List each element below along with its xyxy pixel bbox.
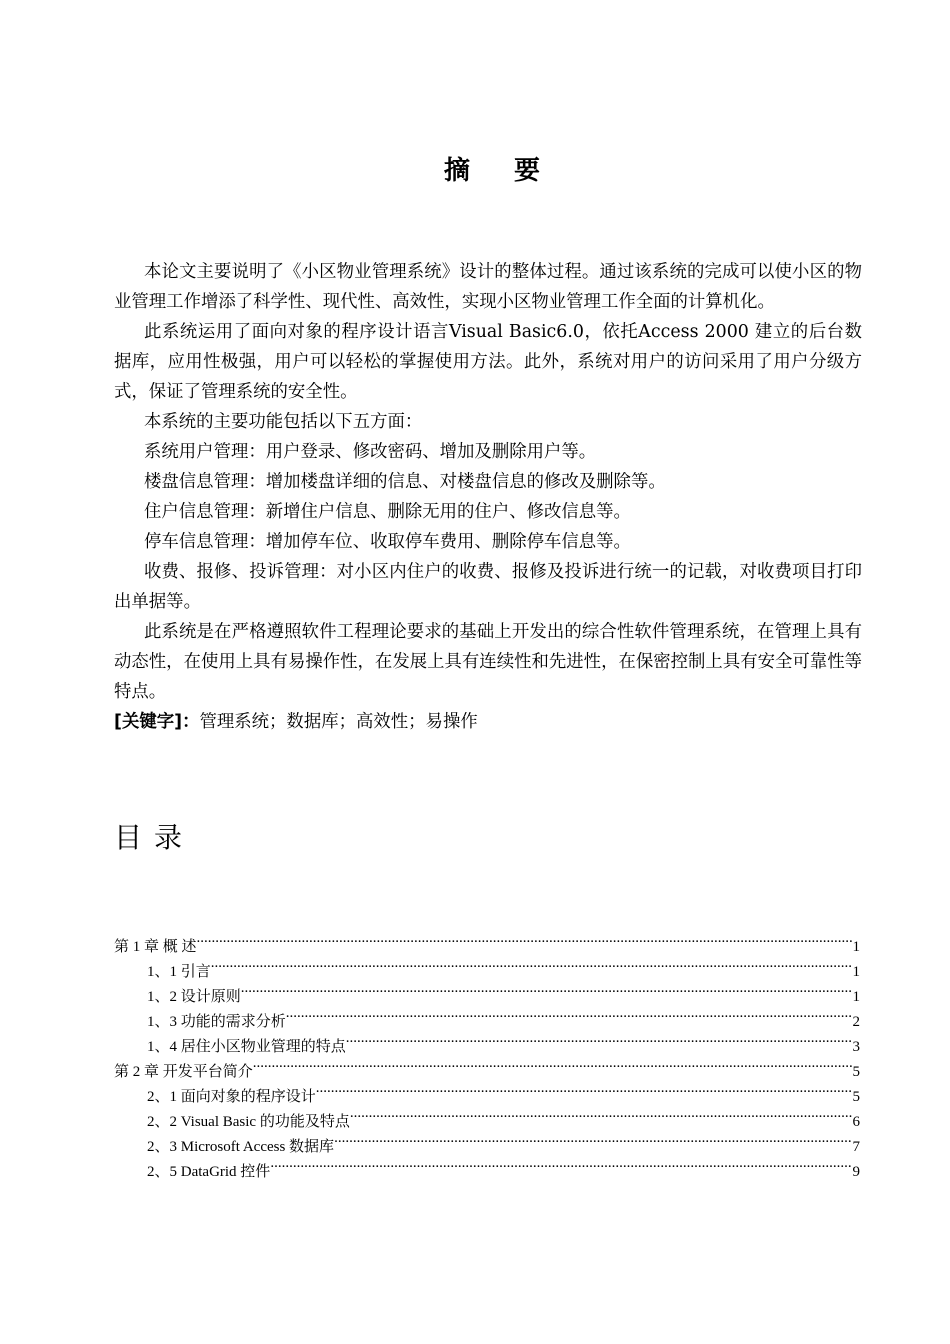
abstract-title-char-2: 要 [514, 156, 541, 186]
toc-entry-page: 6 [852, 1114, 860, 1130]
toc-entry-page: 2 [852, 1014, 860, 1030]
toc-entry-page: 1 [852, 964, 860, 980]
abstract-paragraph: 此系统运用了面向对象的程序设计语言Visual Basic6.0，依托Access 2000 建立的后台数据库，应用性极强，用户可以轻松的掌握使用方法。此外，系统对用户的访问采用了用户分级方式，保证了管理系统的安全性。 [114, 322, 862, 402]
toc-leader-dots [270, 1151, 851, 1176]
toc-entry-page: 9 [852, 1164, 860, 1180]
abstract-paragraph: 楼盘信息管理：增加楼盘详细的信息、对楼盘信息的修改及删除等。 [144, 472, 666, 492]
toc-entry-page: 7 [852, 1139, 860, 1155]
toc-entry-page: 5 [852, 1089, 860, 1105]
toc-leader-dots [334, 1126, 851, 1151]
toc-entry-page: 1 [852, 939, 860, 955]
toc-entry-text: 1、3 功能的需求分析 [147, 1014, 286, 1030]
toc-leader-dots [211, 951, 852, 976]
abstract-paragraph: 停车信息管理：增加停车位、收取停车费用、删除停车信息等。 [144, 532, 631, 552]
toc-leader-dots [346, 1026, 852, 1051]
keywords-line [114, 707, 862, 737]
abstract-title-char-1: 摘 [443, 156, 470, 186]
toc-leader-dots [197, 926, 852, 951]
abstract-paragraph: 本系统的主要功能包括以下五方面： [144, 412, 423, 432]
abstract-paragraph: 本论文主要说明了《小区物业管理系统》设计的整体过程。通过该系统的完成可以使小区的物业管理工作增添了科学性、现代性、高效性，实现小区物业管理工作全面的计算机化。 [114, 262, 862, 312]
keywords-value: 管理系统；数据库；高效性；易操作 [199, 712, 478, 732]
toc-entry-text: 1、2 设计原则 [147, 989, 241, 1005]
abstract-title [0, 150, 950, 187]
toc-entry-text: 第 1 章 概 述 [114, 939, 197, 955]
toc-entry-text: 2、2 Visual Basic 的功能及特点 [147, 1114, 350, 1130]
abstract-paragraph: 住户信息管理：新增住户信息、删除无用的住户、修改信息等。 [144, 502, 631, 522]
abstract-paragraph: 系统用户管理：用户登录、修改密码、增加及删除用户等。 [144, 442, 597, 462]
abstract-paragraph: 此系统是在严格遵照软件工程理论要求的基础上开发出的综合性软件管理系统，在管理上具有动态性，在使用上具有易操作性，在发展上具有连续性和先进性，在保密控制上具有安全可靠性等特点。 [114, 622, 862, 702]
toc-leader-dots [316, 1076, 852, 1101]
abstract-body [114, 257, 862, 737]
keywords-label: [关键字]： [114, 712, 200, 732]
abstract-paragraph: 收费、报修、投诉管理：对小区内住户的收费、报修及投诉进行统一的记载，对收费项目打印出单据等。 [114, 562, 862, 612]
toc-entry-page: 1 [852, 989, 860, 1005]
toc-entry-text: 2、3 Microsoft Access 数据库 [147, 1139, 335, 1155]
toc-leader-dots [253, 1051, 852, 1076]
toc-entry-section[interactable] [114, 976, 860, 1005]
toc-leader-dots [350, 1101, 852, 1126]
toc-leader-dots [286, 1001, 852, 1026]
toc-entry-text: 2、1 面向对象的程序设计 [147, 1089, 316, 1105]
toc-entry-text: 第 2 章 开发平台简介 [114, 1064, 253, 1080]
toc-title: 目录 [114, 821, 195, 854]
toc-entry-text: 1、1 引言 [147, 964, 211, 980]
toc-entry-chapter[interactable] [114, 926, 860, 955]
toc-entry-page: 3 [852, 1039, 860, 1055]
toc-entry-text: 1、4 居住小区物业管理的特点 [147, 1039, 346, 1055]
toc-entry-section[interactable] [114, 951, 860, 980]
table-of-contents [114, 926, 860, 1180]
toc-entry-page: 5 [852, 1064, 860, 1080]
toc-entry-text: 2、5 DataGrid 控件 [147, 1164, 271, 1180]
toc-leader-dots [241, 976, 852, 1001]
